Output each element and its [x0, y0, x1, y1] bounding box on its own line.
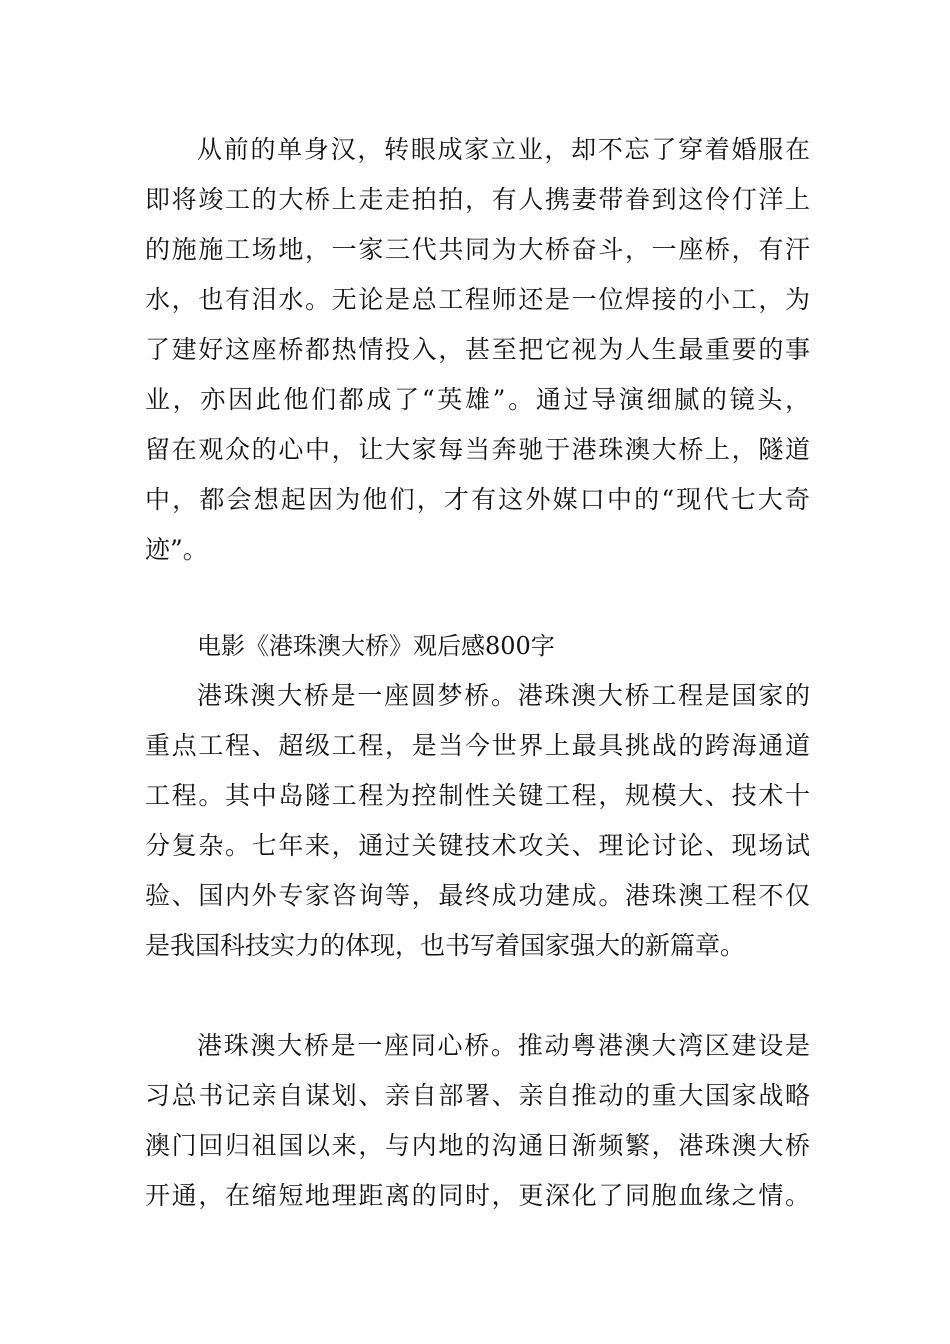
paragraph-line: 验、国内外专家咨询等，最终成功建成。港珠澳工程不仅	[145, 881, 810, 910]
paragraph-line: 迹”。	[145, 535, 208, 564]
paragraph-line: 开通，在缩短地理距离的同时，更深化了同胞血缘之情。	[145, 1181, 810, 1210]
paragraph-line: 留在观众的心中，让大家每当奔驰于港珠澳大桥上，隧道	[145, 435, 810, 464]
paragraph-line: 了建好这座桥都热情投入，甚至把它视为人生最重要的事	[145, 335, 810, 364]
paragraph-2	[145, 671, 810, 971]
paragraph-line: 习总书记亲自谋划、亲自部署、亲自推动的重大国家战略	[145, 1081, 810, 1110]
paragraph-line: 是我国科技实力的体现，也书写着国家强大的新篇章。	[145, 931, 746, 960]
paragraph-line: 从前的单身汉，转眼成家立业，却不忘了穿着婚服在	[197, 135, 810, 164]
paragraph-line: 业，亦因此他们都成了“英雄”。通过导演细腻的镜头，	[145, 385, 810, 414]
paragraph-line: 即将竣工的大桥上走走拍拍，有人携妻带眷到这伶仃洋上	[145, 185, 810, 214]
paragraph-line: 澳门回归祖国以来，与内地的沟通日渐频繁，港珠澳大桥	[145, 1131, 810, 1160]
paragraph-line: 水，也有泪水。无论是总工程师还是一位焊接的小工，为	[145, 285, 810, 314]
paragraph-line: 的施施工场地，一家三代共同为大桥奋斗，一座桥，有汗	[145, 235, 810, 264]
paragraph-line: 港珠澳大桥是一座同心桥。推动粤港澳大湾区建设是	[197, 1031, 810, 1060]
paragraph-line: 中，都会想起因为他们，才有这外媒口中的“现代七大奇	[145, 485, 810, 514]
paragraph-line: 港珠澳大桥是一座圆梦桥。港珠澳大桥工程是国家的	[197, 681, 810, 710]
paragraph-line: 重点工程、超级工程，是当今世界上最具挑战的跨海通道	[145, 731, 810, 760]
paragraph-3	[145, 1021, 810, 1221]
paragraph-line: 分复杂。七年来，通过关键技术攻关、理论讨论、现场试	[145, 831, 810, 860]
paragraph-1	[145, 125, 810, 575]
article-title: 电影《港珠澳大桥》观后感800字	[197, 632, 555, 660]
paragraph-line: 工程。其中岛隧工程为控制性关键工程，规模大、技术十	[145, 781, 810, 810]
